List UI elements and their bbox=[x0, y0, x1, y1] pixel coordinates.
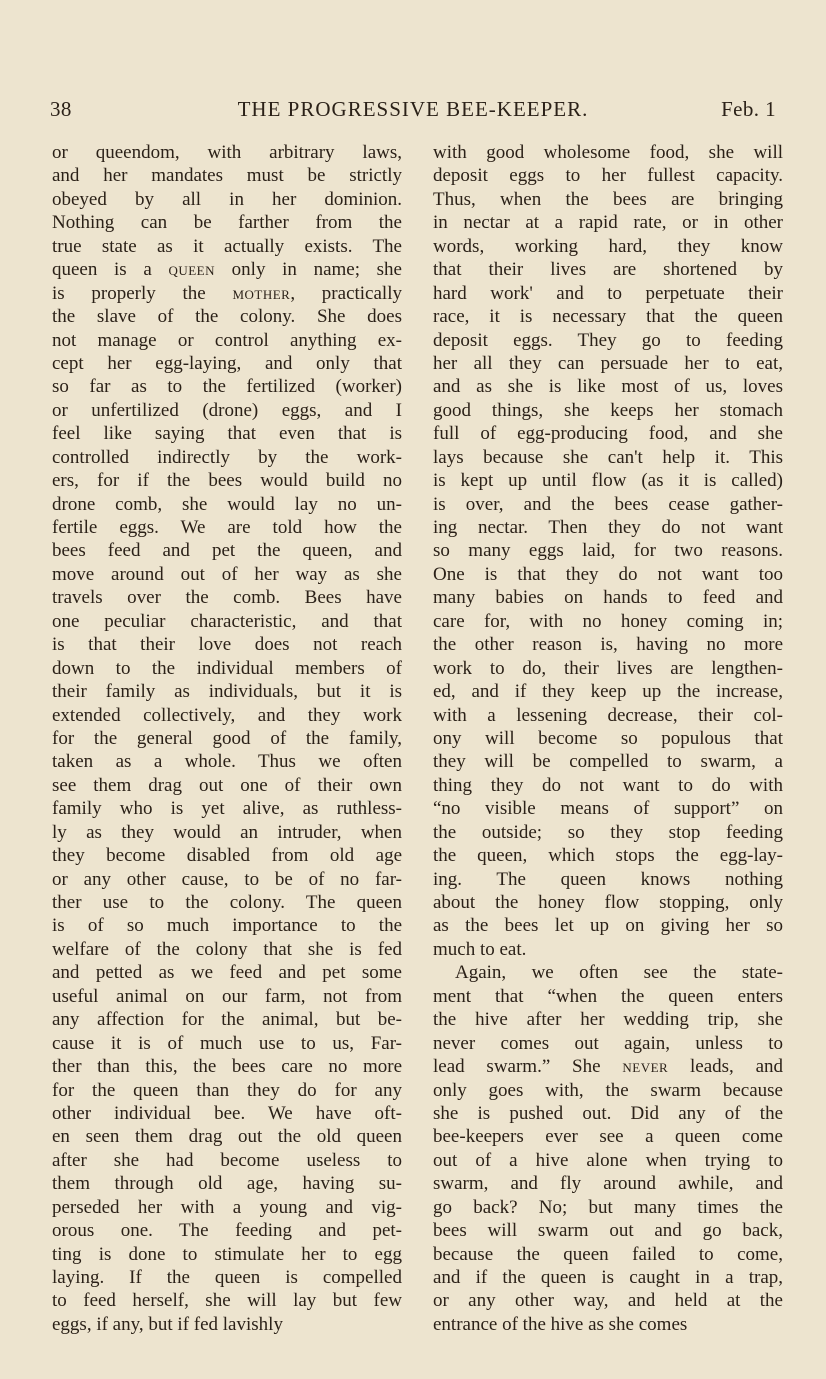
text-line: controlled indirectly by the work- bbox=[52, 446, 402, 468]
text-line: en seen them drag out the old queen bbox=[52, 1126, 402, 1148]
text-line: to feed herself, she will lay but few bbox=[52, 1290, 402, 1312]
text-line: bees will swarm out and go back, bbox=[433, 1220, 783, 1242]
text-line: that their lives are shortened by bbox=[433, 259, 783, 281]
text-line: and petted as we feed and pet some bbox=[52, 962, 402, 984]
text-line: bee-keepers ever see a queen come bbox=[433, 1126, 783, 1148]
text-line: her all they can persuade her to eat, bbox=[433, 352, 783, 374]
text-line: much to eat. bbox=[433, 938, 527, 960]
text-line: family who is yet alive, as ruthless- bbox=[52, 798, 402, 820]
text-line: Nothing can be farther from the bbox=[52, 212, 402, 234]
text-line: work to do, their lives are lengthen- bbox=[433, 657, 783, 679]
text-line: words, working hard, they know bbox=[433, 235, 783, 257]
running-header bbox=[50, 97, 776, 127]
text-line: or queendom, with arbitrary laws, bbox=[52, 142, 402, 163]
text-line: they become disabled from old age bbox=[52, 845, 402, 867]
text-line: travels over the comb. Bees have bbox=[52, 587, 402, 609]
text-line: entrance of the hive as she comes bbox=[433, 1313, 688, 1335]
text-line: lays because she can't help it. This bbox=[433, 446, 783, 468]
text-line: their family as individuals, but it is bbox=[52, 681, 402, 703]
text-line: about the honey flow stopping, only bbox=[433, 892, 783, 913]
text-line: cept her egg-laying, and only that bbox=[52, 352, 402, 374]
text-line: is that their love does not reach bbox=[52, 634, 402, 656]
text-line: ers, for if the bees would build no bbox=[52, 470, 402, 492]
text-line: is over, and the bees cease gather- bbox=[433, 493, 783, 515]
text-line: hard work' and to perpetuate their bbox=[433, 282, 783, 304]
text-line: queen is a queen only in name; she bbox=[52, 259, 402, 281]
text-line: any affection for the animal, but be- bbox=[52, 1009, 402, 1031]
text-line: for the general good of the family, bbox=[52, 727, 402, 749]
text-line: only goes with, the swarm because bbox=[433, 1079, 783, 1101]
text-line: so many eggs laid, for two reasons. bbox=[433, 540, 783, 562]
text-line: deposit eggs. They go to feeding bbox=[433, 329, 783, 351]
journal-title: THE PROGRESSIVE BEE-KEEPER. bbox=[237, 97, 589, 121]
text-line: in nectar at a rapid rate, or in other bbox=[433, 212, 783, 234]
text-line: as the bees let up on giving her so bbox=[433, 915, 783, 937]
text-line: ing nectar. Then they do not want bbox=[433, 517, 783, 538]
text-line: not manage or control anything ex- bbox=[52, 329, 402, 351]
text-line: so far as to the fertilized (worker) bbox=[52, 376, 402, 398]
text-line: Thus, when the bees are bringing bbox=[433, 188, 783, 210]
emphasis-word: mother bbox=[232, 282, 291, 304]
text-line: orous one. The feeding and pet- bbox=[52, 1220, 402, 1242]
text-line: ony will become so populous that bbox=[433, 727, 783, 749]
text-line: race, it is necessary that the queen bbox=[433, 306, 783, 328]
text-line: ed, and if they keep up the increase, bbox=[433, 681, 783, 703]
text-line: One is that they do not want too bbox=[433, 563, 783, 585]
text-line: ly as they would an intruder, when bbox=[52, 821, 402, 843]
text-line: bees feed and pet the queen, and bbox=[52, 540, 402, 562]
text-line: and as she is like most of us, loves bbox=[433, 376, 783, 398]
text-line: care for, with no honey coming in; bbox=[433, 610, 783, 632]
text-line: because the queen failed to come, bbox=[433, 1243, 783, 1265]
text-line: taken as a whole. Thus we often bbox=[52, 751, 402, 773]
text-line: feel like saying that even that is bbox=[52, 423, 402, 445]
text-line: with good wholesome food, she will bbox=[433, 142, 783, 163]
text-line: ther than this, the bees care no more bbox=[52, 1056, 402, 1078]
text-line: full of egg-producing food, and she bbox=[433, 423, 783, 445]
text-line: laying. If the queen is compelled bbox=[52, 1267, 402, 1288]
text-line: deposit eggs to her fullest capacity. bbox=[433, 165, 783, 187]
text-line: ther use to the colony. The queen bbox=[52, 892, 402, 913]
text-line: other individual bee. We have oft- bbox=[52, 1102, 402, 1124]
text-line: welfare of the colony that she is fed bbox=[52, 938, 402, 960]
text-line: many babies on hands to feed and bbox=[433, 587, 783, 609]
right-column bbox=[433, 141, 783, 1336]
text-line: the other reason is, having no more bbox=[433, 634, 783, 656]
text-line: see them drag out one of their own bbox=[52, 774, 402, 796]
text-line: is properly the mother, practically bbox=[52, 282, 402, 304]
text-line: and if the queen is caught in a trap, bbox=[433, 1267, 783, 1288]
text-line: the queen, which stops the egg-lay- bbox=[433, 845, 783, 867]
text-line: one peculiar characteristic, and that bbox=[52, 610, 402, 632]
page-number: 38 bbox=[50, 97, 72, 121]
text-line: and her mandates must be strictly bbox=[52, 165, 402, 187]
text-line: obeyed by all in her dominion. bbox=[52, 188, 402, 210]
emphasis-word: queen bbox=[168, 259, 216, 281]
text-line: or any other cause, to be of no far- bbox=[52, 868, 402, 890]
text-line: they will be compelled to swarm, a bbox=[433, 751, 783, 773]
text-line: cause it is of much use to us, Far- bbox=[52, 1032, 402, 1054]
emphasis-word: never bbox=[622, 1056, 669, 1078]
text-line: Again, we often see the state- bbox=[455, 962, 783, 984]
text-line: never comes out again, unless to bbox=[433, 1032, 783, 1054]
text-line: extended collectively, and they work bbox=[52, 704, 402, 726]
text-line: eggs, if any, but if fed lavishly bbox=[52, 1313, 283, 1335]
text-line: the outside; so they stop feeding bbox=[433, 821, 783, 843]
text-line: the hive after her wedding trip, she bbox=[433, 1009, 783, 1031]
text-line: or any other way, and held at the bbox=[433, 1290, 783, 1312]
text-line: with a lessening decrease, their col- bbox=[433, 704, 783, 726]
text-line: ing. The queen knows nothing bbox=[433, 868, 783, 890]
text-line: true state as it actually exists. The bbox=[52, 235, 402, 257]
text-line: out of a hive alone when trying to bbox=[433, 1149, 783, 1171]
text-line: or unfertilized (drone) eggs, and I bbox=[52, 399, 402, 421]
text-line: swarm, and fly around awhile, and bbox=[433, 1173, 783, 1195]
left-column bbox=[52, 141, 402, 1336]
text-line: perseded her with a young and vig- bbox=[52, 1196, 402, 1218]
text-line: she is pushed out. Did any of the bbox=[433, 1102, 783, 1124]
text-line: ment that “when the queen enters bbox=[433, 985, 783, 1007]
text-line: is kept up until flow (as it is called) bbox=[433, 470, 783, 492]
text-line: go back? No; but many times the bbox=[433, 1196, 783, 1218]
text-line: ting is done to stimulate her to egg bbox=[52, 1243, 402, 1265]
text-line: fertile eggs. We are told how the bbox=[52, 517, 402, 538]
text-line: down to the individual members of bbox=[52, 657, 402, 679]
text-line: is of so much importance to the bbox=[52, 915, 402, 937]
text-line: them through old age, having su- bbox=[52, 1173, 402, 1195]
text-line: thing they do not want to do with bbox=[433, 774, 783, 796]
text-line: the slave of the colony. She does bbox=[52, 306, 402, 328]
text-line: “no visible means of support” on bbox=[433, 798, 783, 820]
text-line: drone comb, she would lay no un- bbox=[52, 493, 402, 515]
text-line: good things, she keeps her stomach bbox=[433, 399, 783, 421]
text-line: for the queen than they do for any bbox=[52, 1079, 402, 1101]
text-line: useful animal on our farm, not from bbox=[52, 985, 402, 1007]
issue-date: Feb. 1 bbox=[721, 97, 776, 121]
text-line: after she had become useless to bbox=[52, 1149, 402, 1171]
text-line: move around out of her way as she bbox=[52, 563, 402, 585]
text-line: lead swarm.” She never leads, and bbox=[433, 1056, 783, 1078]
